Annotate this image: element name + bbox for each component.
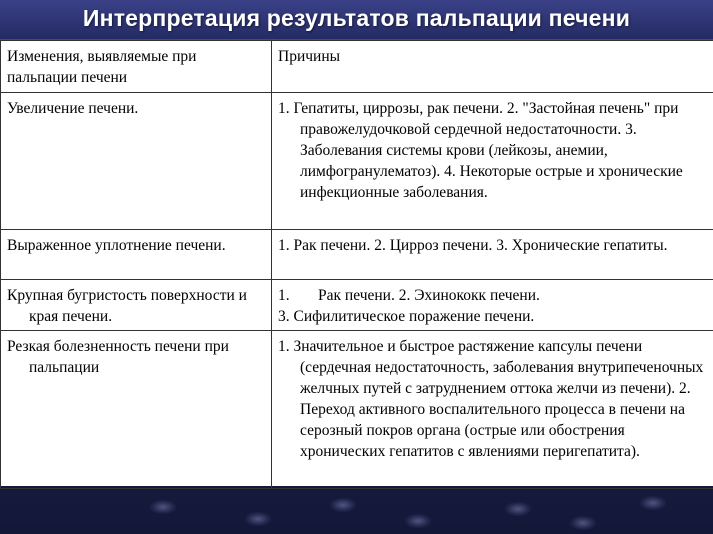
- decorative-orb: [640, 496, 666, 510]
- table-container: [0, 40, 713, 486]
- change-cell: Крупная бугристость поверхности и края печени.: [1, 280, 272, 331]
- change-cell: Выраженное уплотнение печени.: [1, 230, 272, 280]
- list-number: 1.: [278, 287, 290, 304]
- causes-line-1: Рак печени. 2. Эхинококк печени.: [318, 287, 540, 304]
- decorative-orb: [505, 502, 531, 516]
- decorative-orb: [570, 516, 596, 530]
- decorative-footer: [0, 486, 713, 534]
- causes-cell: 1. Значительное и быстрое растяжение капсулы печени (сердечная недостаточность, заболевания внутрипеченочных желчных путей с затруднением оттока желчи из печени). 2. Переход активного воспалительного процесса в печени на серозный покров органа (острые или обострения хронических гепатитов с явлениями перигепатита).: [272, 331, 713, 489]
- slide-title: Интерпретация результатов пальпации печени: [82, 5, 631, 31]
- table-row: [1, 331, 713, 489]
- causes-line-2: 3. Сифилитическое поражение печени.: [278, 308, 535, 325]
- title-bar: [0, 0, 713, 40]
- palpation-table: [0, 40, 713, 489]
- causes-cell: 1. Рак печени. 2. Цирроз печени. 3. Хронические гепатиты.: [272, 230, 713, 280]
- causes-cell: 1. Гепатиты, циррозы, рак печени. 2. "Застойная печень" при правожелудочковой сердечной недостаточности. 3. Заболевания системы крови (лейкозы, анемии, лимфогранулематоз). 4. Некоторые острые и хронические инфекционные заболевания.: [272, 93, 713, 230]
- table-row: [1, 230, 713, 280]
- header-cell-causes: Причины: [272, 41, 713, 93]
- table-row: [1, 93, 713, 230]
- decorative-orb: [245, 512, 271, 526]
- change-cell: Увеличение печени.: [1, 93, 272, 230]
- change-cell: Резкая болезненность печени при пальпации: [1, 331, 272, 489]
- header-cell-changes: Изменения, выявляемые при пальпации печени: [1, 41, 272, 93]
- table-header-row: [1, 41, 713, 93]
- table-row: [1, 280, 713, 331]
- decorative-orb: [150, 500, 176, 514]
- causes-cell: [272, 280, 713, 331]
- decorative-orb: [330, 498, 356, 512]
- decorative-orb: [405, 514, 431, 528]
